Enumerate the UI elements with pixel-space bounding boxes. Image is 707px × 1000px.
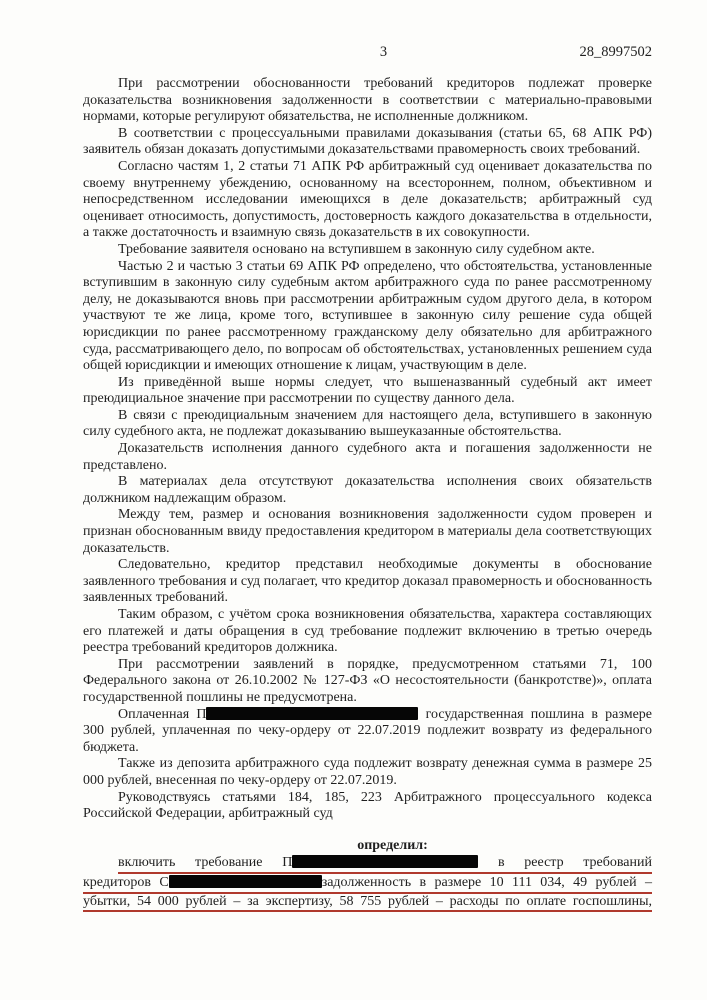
paragraph [83, 756, 652, 789]
text-segment: Согласно частям 1, 2 статьи 71 АПК РФ арбитражный суд оценивает доказательства по своему внутреннему убеждению, основанному на всестороннем, полном, объективном и непосредственном исследовании имеющихся в деле доказательств; арбитражный суд оценивает относимость, допустимость, достоверность каждого доказательства в отдельности, а также достаточность и взаимную связь доказательств в их совокупности. [83, 158, 652, 241]
paragraph [83, 126, 652, 159]
text-segment: Частью 2 и частью 3 статьи 69 АПК РФ определено, что обстоятельства, установленные вступившим в законную силу судебным актом арбитражного суда по ранее рассмотренному делу, не доказываются вновь при рассмотрении арбитражным судом другого дела, в котором участвуют те же лица, кроме того, вступившее в законную силу решение суда общей юрисдикции по ранее рассмотренному гражданскому делу обязательно для арбитражного суда, рассматривающего дело, по вопросам об обстоятельствах, установленных решением суда общей юрисдикции и имеющих отношение к лицам, участвующим в деле. [83, 258, 652, 374]
ruling-line [118, 855, 652, 874]
page-number: 3 [379, 44, 388, 60]
text-segment: В соответствии с процессуальными правилами доказывания (статьи 65, 68 АПК РФ) заявитель обязан доказать допустимыми доказательствами правомерность своих требований. [83, 125, 652, 158]
paragraph [83, 375, 652, 408]
text-segment: государственная пошлина в размере 300 рублей, уплаченная по чеку-ордеру от 22.07.2019 подлежит возврату из федерального бюджета. [83, 706, 653, 755]
text-segment: Руководствуясь статьями 184, 185, 223 Арбитражного процессуального кодекса Российской Федерации, арбитражный суд [83, 789, 652, 822]
document-body [83, 76, 652, 912]
ruling-text [83, 855, 652, 912]
paragraph [83, 159, 652, 242]
paragraph [83, 259, 652, 375]
redaction-bar [206, 707, 418, 720]
paragraph [83, 474, 652, 507]
text-segment: Из приведённой выше нормы следует, что вышеназванный судебный акт имеет преюдициальное значение при рассмотрении по существу данного дела. [83, 374, 652, 407]
paragraphs-container [83, 76, 652, 823]
case-number: 28_8997502 [579, 44, 652, 60]
paragraph [83, 242, 652, 259]
text-segment: В материалах дела отсутствуют доказательства исполнения своих обязательств должником надлежащим образом. [83, 474, 652, 506]
text-segment: в реестр требований [478, 855, 652, 871]
paragraph [83, 76, 652, 126]
paragraph [83, 707, 652, 757]
ruling-heading: определил: [357, 837, 428, 853]
paragraph [83, 408, 652, 441]
text-segment: При рассмотрении заявлений в порядке, предусмотренном статьями 71, 100 Федерального закона от 26.10.2002 № 127-ФЗ «О несостоятельности (банкротстве)», оплата государственной пошлины не предусмотрена. [83, 656, 652, 705]
ruling-line [83, 895, 652, 913]
ruling-line [83, 875, 652, 894]
paragraph [83, 507, 652, 557]
text-segment: В связи с преюдициальным значением для настоящего дела, вступившего в законную силу судебного акта, не подлежат доказыванию вышеуказанные обстоятельства. [83, 407, 652, 440]
text-segment: задолженность в размере 10 111 034, 49 рублей – [321, 874, 652, 890]
text-segment: Оплаченная П [118, 706, 207, 722]
text-segment: Также из депозита арбитражного суда подлежит возврату денежная сумма в размере 25 000 рублей, внесенная по чеку-ордеру от 22.07.2019. [83, 756, 652, 788]
paragraph [83, 790, 652, 823]
text-segment: кредиторов С [83, 874, 169, 890]
text-segment: Доказательств исполнения данного судебного акта и погашения задолженности не представлено. [83, 441, 652, 473]
page-header [83, 44, 652, 62]
text-segment: При рассмотрении обоснованности требований кредиторов подлежат проверке доказательства возникновения задолженности в соответствии с материально-правовыми нормами, которые регулируют обязательства, не исполненные должником. [83, 76, 652, 125]
text-segment: Между тем, размер и основания возникновения задолженности судом проверен и признан обоснованным ввиду предоставления кредитором в материалы дела соответствующих доказательств. [83, 507, 652, 556]
paragraph [83, 657, 652, 707]
redaction-bar [292, 855, 478, 868]
redaction-bar [169, 875, 322, 888]
paragraph [83, 607, 652, 657]
paragraph [83, 557, 652, 607]
text-segment: убытки, 54 000 рублей – за экспертизу, 58 755 рублей – расходы по оплате госпошлины, [83, 893, 652, 909]
text-segment: Требование заявителя основано на вступившем в законную силу судебном акте. [118, 241, 595, 257]
text-segment: Следовательно, кредитор представил необходимые документы в обоснование заявленного требования и суд полагает, что кредитор доказал правомерность и обоснованность заявленных требований. [83, 557, 652, 606]
text-segment: включить требование П [118, 855, 293, 871]
paragraph [83, 441, 652, 474]
text-segment: Таким образом, с учётом срока возникновения обязательства, характера составляющих его платежей и даты обращения в суд требование подлежит включению в третью очередь реестра требований кредиторов должника. [83, 607, 652, 656]
